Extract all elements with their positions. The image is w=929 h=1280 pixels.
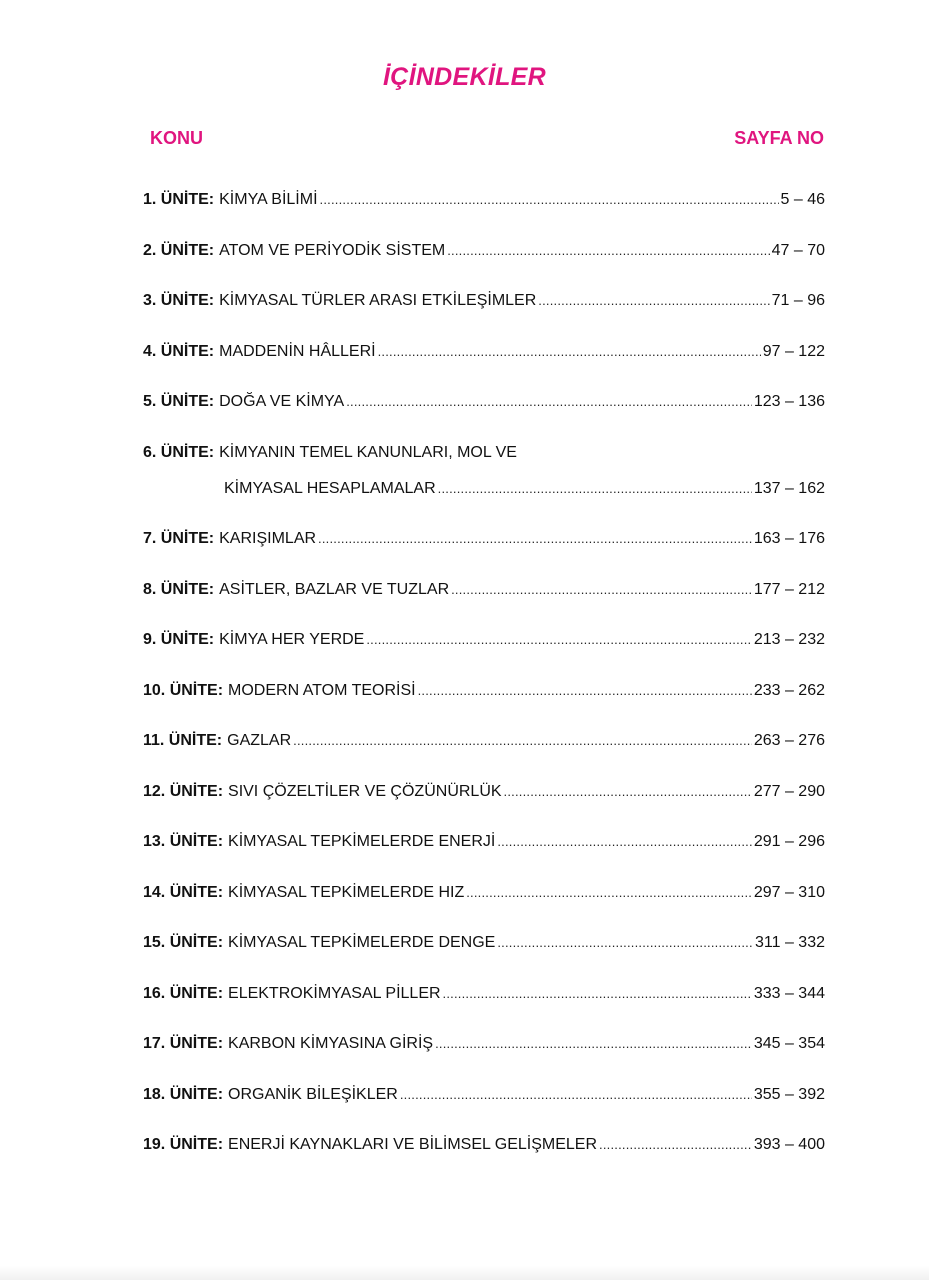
unit-number: 8. ÜNİTE:: [143, 580, 215, 598]
unit-number: 6. ÜNİTE:: [143, 443, 215, 461]
page-range: 97 – 122: [762, 342, 825, 360]
unit-number: 12. ÜNİTE:: [143, 782, 224, 800]
dot-leader: [435, 1034, 752, 1054]
unit-title: ORGANİK BİLEŞİKLER: [228, 1085, 398, 1103]
toc-entry-line: [143, 731, 825, 751]
page-range: 233 – 262: [753, 681, 825, 699]
unit-title: MADDENİN HÂLLERİ: [219, 342, 376, 360]
page-range: 177 – 212: [753, 580, 825, 598]
dot-leader: [599, 1135, 752, 1155]
toc-entry-line: [143, 933, 825, 953]
toc-entry-line: [143, 580, 825, 600]
unit-number: 3. ÜNİTE:: [143, 292, 215, 309]
toc-entry: [143, 291, 825, 342]
page-range: 333 – 344: [753, 984, 825, 1002]
dot-leader: [293, 731, 752, 751]
toc-entry-line: [143, 1085, 825, 1105]
unit-title: KARIŞIMLAR: [219, 530, 317, 547]
toc-entry-line: [143, 832, 825, 852]
unit-number: 4. ÜNİTE:: [143, 342, 215, 360]
toc-entry-line: [143, 190, 825, 210]
toc-entry: [143, 832, 825, 883]
unit-number: 17. ÜNİTE:: [143, 1035, 224, 1052]
unit-number: 13. ÜNİTE:: [143, 833, 224, 850]
toc-entry-line: [143, 681, 825, 701]
unit-title: KİMYASAL TÜRLER ARASI ETKİLEŞİMLER: [219, 292, 537, 309]
unit-title: KİMYA HER YERDE: [219, 631, 365, 648]
page-range: 355 – 392: [753, 1085, 825, 1103]
toc-entry-line: [143, 782, 825, 802]
page-range: 47 – 70: [771, 241, 825, 259]
toc-entry: [143, 342, 825, 393]
toc-entry: [143, 392, 825, 443]
unit-number: 16. ÜNİTE:: [143, 984, 224, 1002]
dot-leader: [378, 342, 761, 362]
unit-title-continued: KİMYASAL HESAPLAMALAR: [224, 479, 436, 497]
page-range: 311 – 332: [755, 934, 825, 951]
toc-entry: [143, 782, 825, 833]
unit-number: 7. ÜNİTE:: [143, 530, 215, 547]
toc-entry: [143, 580, 825, 631]
unit-title: KİMYASAL TEPKİMELERDE ENERJİ: [228, 833, 496, 850]
unit-number: 18. ÜNİTE:: [143, 1085, 224, 1103]
page-number-column-header: SAYFA NO: [734, 128, 824, 148]
topic-column-header: KONU: [150, 128, 203, 148]
dot-leader: [443, 984, 752, 1004]
toc-entry-line: [143, 241, 825, 261]
toc-entry-line: [143, 1135, 825, 1155]
dot-leader: [504, 782, 752, 802]
dot-leader: [497, 832, 751, 852]
toc-entry-line: [143, 291, 825, 311]
dot-leader: [366, 630, 751, 650]
page-range: 71 – 96: [771, 292, 825, 309]
dot-leader: [400, 1085, 752, 1105]
toc-entry: [143, 883, 825, 934]
unit-title: KİMYASAL TEPKİMELERDE DENGE: [228, 934, 496, 951]
toc-entry-line: [143, 479, 825, 499]
unit-number: 11. ÜNİTE:: [143, 732, 223, 749]
toc-entry-line: [143, 392, 825, 412]
page-range: 137 – 162: [753, 479, 825, 497]
dot-leader: [466, 883, 752, 903]
toc-entry-line: [143, 443, 825, 463]
toc-entry: [143, 1085, 825, 1136]
unit-title: DOĞA VE KİMYA: [219, 393, 345, 410]
toc-entry-line: [143, 1034, 825, 1054]
dot-leader: [497, 933, 753, 953]
toc-entry: [143, 984, 825, 1035]
unit-title: ELEKTROKİMYASAL PİLLER: [228, 984, 441, 1002]
unit-number: 2. ÜNİTE:: [143, 241, 215, 259]
page-range: 263 – 276: [753, 732, 825, 749]
page-range: 277 – 290: [753, 782, 825, 800]
unit-number: 14. ÜNİTE:: [143, 883, 224, 901]
unit-number: 10. ÜNİTE:: [143, 681, 224, 699]
toc-entry-line: [143, 342, 825, 362]
dot-leader: [447, 241, 769, 261]
page-range: 345 – 354: [753, 1035, 825, 1052]
toc-entry-line: [143, 984, 825, 1004]
unit-title: ASİTLER, BAZLAR VE TUZLAR: [219, 580, 450, 598]
dot-leader: [451, 580, 752, 600]
unit-number: 9. ÜNİTE:: [143, 631, 215, 648]
page-range: 213 – 232: [753, 631, 825, 648]
toc-entry-line: [143, 883, 825, 903]
toc-entry: [143, 241, 825, 292]
toc-entry: [143, 443, 825, 530]
unit-title: ENERJİ KAYNAKLARI VE BİLİMSEL GELİŞMELER: [228, 1136, 598, 1153]
unit-title: KİMYA BİLİMİ: [219, 191, 318, 208]
unit-number: 5. ÜNİTE:: [143, 393, 215, 410]
toc-entry: [143, 190, 825, 241]
table-of-contents: [143, 190, 825, 1186]
unit-title: KİMYANIN TEMEL KANUNLARI, MOL VE: [219, 443, 517, 461]
unit-number: 15. ÜNİTE:: [143, 934, 224, 951]
unit-title: ATOM VE PERİYODİK SİSTEM: [219, 241, 446, 259]
dot-leader: [346, 392, 752, 412]
toc-entry: [143, 1135, 825, 1186]
page-range: 123 – 136: [753, 393, 825, 410]
toc-entry: [143, 933, 825, 984]
toc-entry: [143, 731, 825, 782]
unit-title: GAZLAR: [227, 732, 292, 749]
page-range: 5 – 46: [780, 191, 825, 208]
toc-entry: [143, 630, 825, 681]
unit-title: KARBON KİMYASINA GİRİŞ: [228, 1035, 434, 1052]
toc-entry: [143, 529, 825, 580]
page-range: 163 – 176: [753, 530, 825, 547]
page-range: 393 – 400: [753, 1136, 825, 1153]
page-range: 297 – 310: [753, 883, 825, 901]
unit-number: 19. ÜNİTE:: [143, 1136, 224, 1153]
dot-leader: [318, 529, 752, 549]
toc-entry-line: [143, 529, 825, 549]
unit-title: KİMYASAL TEPKİMELERDE HIZ: [228, 883, 465, 901]
unit-title: SIVI ÇÖZELTİLER VE ÇÖZÜNÜRLÜK: [228, 782, 502, 800]
toc-entry: [143, 1034, 825, 1085]
page-title: İÇİNDEKİLER: [382, 63, 547, 91]
page-bottom-shade: [0, 1266, 929, 1280]
page-range: 291 – 296: [753, 833, 825, 850]
dot-leader: [418, 681, 752, 701]
unit-title: MODERN ATOM TEORİSİ: [228, 681, 416, 699]
dot-leader: [538, 291, 769, 311]
unit-number: 1. ÜNİTE:: [143, 191, 215, 208]
dot-leader: [438, 479, 752, 499]
toc-entry-line: [143, 630, 825, 650]
toc-entry: [143, 681, 825, 732]
dot-leader: [320, 190, 779, 210]
